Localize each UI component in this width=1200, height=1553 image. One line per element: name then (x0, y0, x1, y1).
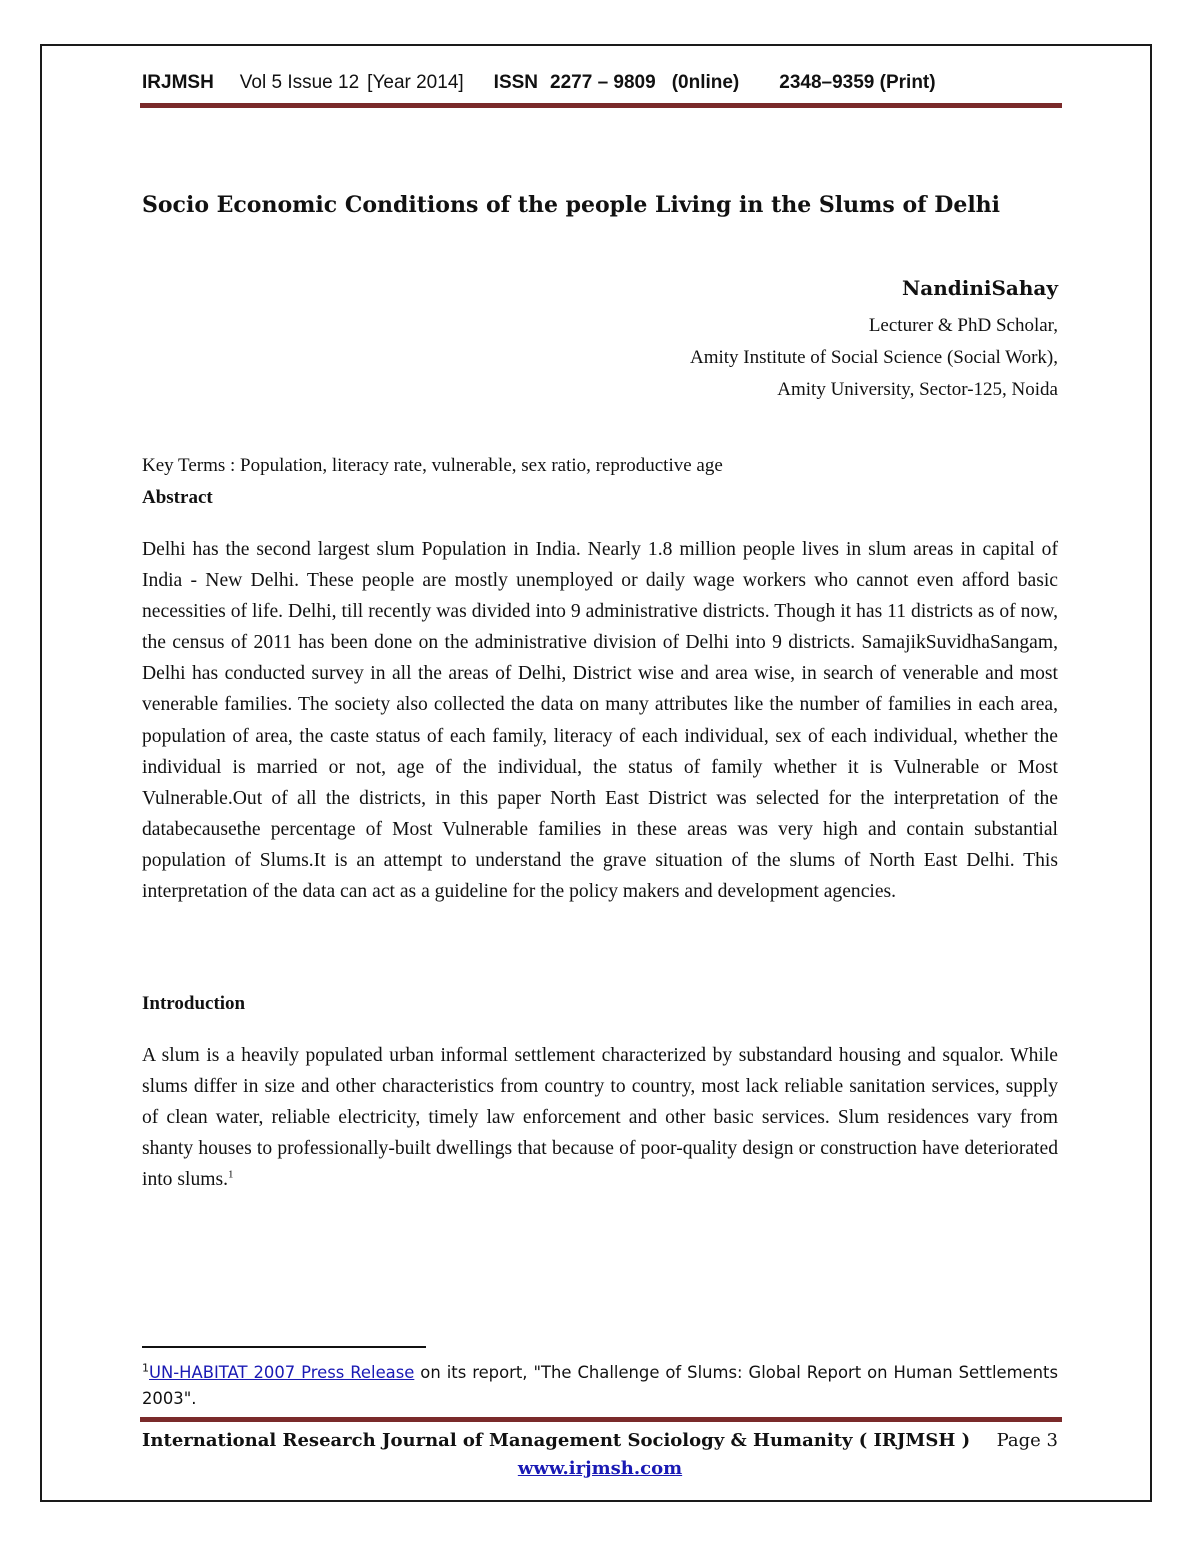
footnote-reference[interactable]: 1 (228, 1168, 234, 1181)
issn-label: ISSN (493, 72, 539, 93)
running-header (142, 72, 936, 94)
key-terms: Key Terms : Population, literacy rate, vulnerable, sex ratio, reproductive age (142, 455, 723, 476)
footer-journal-name: International Research Journal of Management Sociology & Humanity ( IRJMSH ) (142, 1430, 971, 1451)
introduction-paragraph (142, 1040, 1058, 1195)
affiliation-line: Lecturer & PhD Scholar, (868, 315, 1058, 336)
page-number: Page 3 (996, 1430, 1058, 1451)
author-block (690, 276, 1058, 406)
introduction-heading: Introduction (142, 993, 246, 1014)
article-title: Socio Economic Conditions of the people Living in the Slums of Delhi (142, 192, 1001, 218)
affiliation-line: Amity University, Sector-125, Noida (777, 379, 1058, 400)
journal-website-link[interactable]: www.irjmsh.com (517, 1458, 683, 1479)
abstract-heading: Abstract (142, 487, 213, 508)
author-name: NandiniSahay (901, 276, 1058, 300)
footnote-mark: 1 (142, 1361, 149, 1375)
header-rule (140, 103, 1062, 108)
abstract-text: Delhi has the second largest slum Population in India. Nearly 1.8 million people lives in slum areas in capital of India - New Delhi. These people are mostly unemployed or daily wage workers who cannot even afford basic necessities of life. Delhi, till recently was divided into 9 administrative districts. Though it has 11 districts as of now, the census of 2011 has been done on the administrative division of Delhi into 9 districts. SamajikSuvidhaSangam, Delhi has conducted survey in all the areas of Delhi, District wise and area wise, in search of venerable and most venerable families. The society also collected the data on many attributes like the number of families in each area, population of area, the caste status of each family, literacy of each individual, sex of each individual, whether the individual is married or not, age of the individual, the status of family whether it is Vulnerable or Most Vulnerable.Out of all the districts, in this paper North East District was selected for the interpretation of the databecausethe percentage of Most Vulnerable families in these areas was very high and contain substantial population of Slums.It is an attempt to understand the grave situation of the slums of North East Delhi. This interpretation of the data can act as a guideline for the policy makers and development agencies. (142, 539, 1058, 903)
online-label: (0nline) (671, 72, 740, 93)
year: [Year 2014] (367, 72, 464, 93)
footer-url (0, 1458, 1200, 1479)
issn-online: 2277 – 9809 (550, 72, 656, 93)
footnote-separator (142, 1346, 426, 1348)
journal-abbr: IRJMSH (142, 72, 214, 93)
introduction-text: A slum is a heavily populated urban informal settlement characterized by substandard housing and squalor. While slums differ in size and other characteristics from country to country, most lack reliable sanitation services, supply of clean water, reliable electricity, timely law enforcement and other basic services. Slum residences vary from shanty houses to professionally-built dwellings that because of poor-quality design or construction have deteriorated into slums. (142, 1045, 1058, 1191)
footer-rule (140, 1417, 1062, 1422)
affiliation-line: Amity Institute of Social Science (Social Work), (689, 347, 1058, 368)
footnote (142, 1360, 1058, 1412)
issn-print: 2348–9359 (Print) (779, 72, 936, 93)
volume-issue: Vol 5 Issue 12 (239, 72, 360, 93)
footnote-text: on its report, "The Challenge of Slums: Global Report on Human Settlements 2003". (142, 1363, 1058, 1408)
footnote-link[interactable]: UN-HABITAT 2007 Press Release (149, 1363, 415, 1382)
